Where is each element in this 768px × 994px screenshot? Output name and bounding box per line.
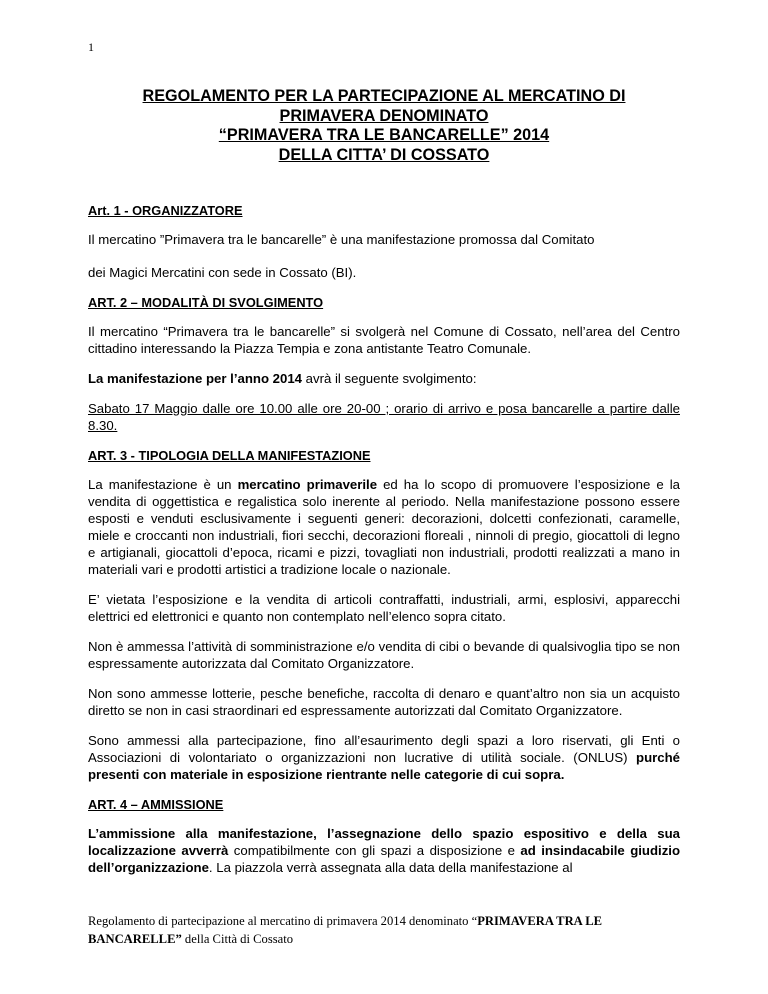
art3-paragraph-1	[88, 476, 680, 578]
art4-heading: ART. 4 – AMMISSIONE	[88, 797, 224, 812]
art4-bold-1: L’ammissione alla manifestazione, l’assegnazione dello spazio espositivo e della sua localizzazione avverrà	[88, 826, 680, 858]
art1-paragraph-2: dei Magici Mercatini con sede in Cossato (BI).	[88, 265, 357, 280]
art2-text: avrà il seguente svolgimento:	[302, 371, 477, 386]
art3-heading: ART. 3 - TIPOLOGIA DELLA MANIFESTAZIONE	[88, 448, 371, 463]
art3-paragraph-3: Non è ammessa l’attività di somministrazione e/o vendita di cibi o bevande di qualsivoglia tipo se non espressamente autorizzata dal Comitato Organizzatore.	[88, 639, 680, 671]
art3-text-a: La manifestazione è un	[88, 477, 238, 492]
footer-bold: PRIMAVERA TRA LE BANCARELLE”	[88, 914, 603, 946]
art2-paragraph-1: Il mercatino “Primavera tra le bancarelle” si svolgerà nel Comune di Cossato, nell’area del Centro cittadino interessando la Piazza Tempia e zona antistante Teatro Comunale.	[88, 324, 680, 356]
art3-paragraph-4: Non sono ammesse lotterie, pesche benefiche, raccolta di denaro e quant’altro non sia un acquisto diretto se non in casi straordinari ed espressamente autorizzati dal Comitato Organizzatore.	[88, 686, 680, 718]
art3-paragraph-2: E’ vietata l’esposizione e la vendita di articoli contraffatti, industriali, armi, esplosivi, apparecchi elettrici ed elettronici e quanto non contemplato nell’elenco sopra citato.	[88, 592, 680, 624]
art4-paragraph-1	[88, 825, 680, 876]
art2-schedule	[88, 400, 680, 434]
title-line-1: REGOLAMENTO PER LA PARTECIPAZIONE AL MERCATINO DI	[142, 87, 626, 105]
art3-paragraph-5	[88, 732, 680, 783]
art3-bold-text: mercatino primaverile	[237, 477, 378, 492]
footer-text-1: Regolamento di partecipazione al mercatino di primavera 2014 denominato “	[88, 914, 478, 928]
art2-bold-text: La manifestazione per l’anno 2014	[88, 371, 303, 386]
art2-schedule-text: Sabato 17 Maggio dalle ore 10.00 alle ore 20-00 ; orario di arrivo e posa bancarelle a partire dalle 8.30.	[88, 401, 680, 433]
art3-text-b: ed ha lo scopo di promuovere l’esposizione e la vendita di oggettistica e regalistica solo inerente al periodo. Nella manifestazione possono essere esposti e venduti esclusivamente i seguenti generi: decorazioni, dolcetti confezionati, caramelle, miele e croccanti non industriali, fiori secchi, decorazioni floreali , ninnoli di pregio, giocattoli di legno e artigianali, giocattoli d’epoca, ricami e pizzi, tovagliati non industriali, prodotti realizzati a mano in materiali vari e prodotti artistici a tradizione locale o nazionale.	[88, 477, 680, 577]
art2-heading: ART. 2 – MODALITÀ DI SVOLGIMENTO	[88, 295, 324, 310]
art3-p5-text: Sono ammessi alla partecipazione, fino all’esaurimento degli spazi a loro riservati, gli Enti o Associazioni di volontariato o organizzazioni non lucrative di utilità sociale. (ONLUS)	[88, 733, 680, 765]
art1-heading: Art. 1 - ORGANIZZATORE	[88, 203, 243, 218]
footer-text-2: della Città di Cossato	[181, 932, 294, 946]
art1-paragraph-1: Il mercatino ”Primavera tra le bancarelle” è una manifestazione promossa dal Comitato	[88, 232, 595, 247]
art4-text-b: . La piazzola verrà assegnata alla data della manifestazione al	[208, 860, 573, 875]
document-title	[88, 87, 680, 165]
art2-paragraph-2	[88, 370, 680, 387]
page-footer	[88, 912, 688, 948]
page-number: 1	[88, 40, 94, 54]
title-line-4: DELLA CITTA’ DI COSSATO	[278, 145, 490, 164]
document-body	[88, 202, 680, 889]
art4-text-a: compatibilmente con gli spazi a disposizione e	[228, 843, 521, 858]
title-line-2: PRIMAVERA DENOMINATO	[279, 106, 489, 125]
art4-bold-2: ad insindacabile giudizio dell’organizzazione	[88, 843, 681, 875]
art3-p5-bold: purché presenti con materiale in esposizione rientrante nelle categorie di cui sopra.	[88, 750, 680, 782]
title-line-3: “PRIMAVERA TRA LE BANCARELLE” 2014	[218, 126, 550, 144]
